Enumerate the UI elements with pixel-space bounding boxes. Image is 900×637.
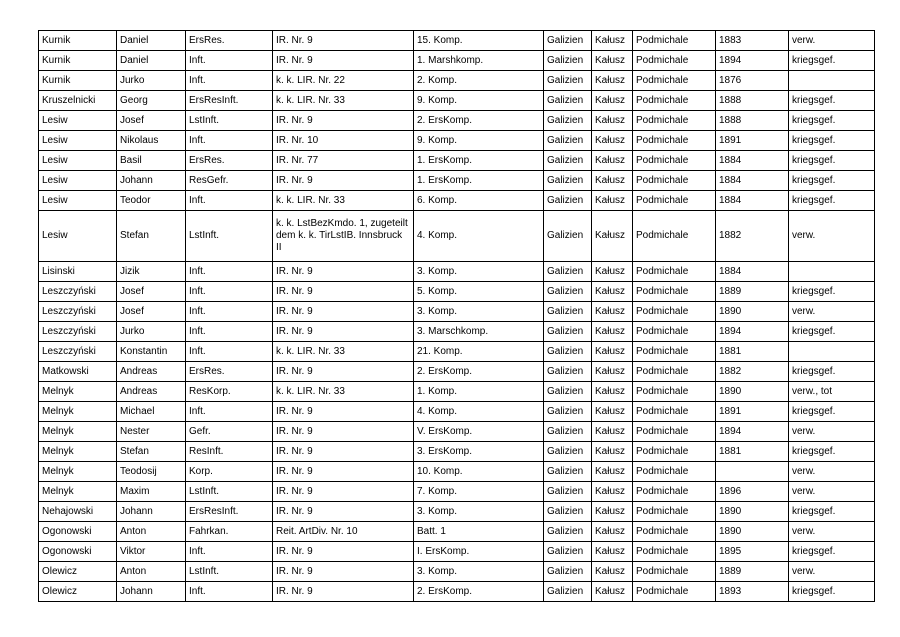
unit-cell: IR. Nr. 9: [273, 402, 414, 422]
subunit-cell: 2. Komp.: [414, 71, 544, 91]
subunit-cell: 9. Komp.: [414, 91, 544, 111]
table-row: [39, 442, 875, 462]
table-row: [39, 51, 875, 71]
unit-cell: IR. Nr. 77: [273, 151, 414, 171]
district-cell: Kałusz: [592, 462, 633, 482]
table-row: [39, 191, 875, 211]
rank-cell: LstInft.: [186, 562, 273, 582]
status-cell: verw.: [789, 522, 875, 542]
region-cell: Galizien: [544, 131, 592, 151]
birth-year-cell: 1876: [716, 71, 789, 91]
village-cell: Podmichale: [633, 522, 716, 542]
unit-cell: k. k. LIR. Nr. 33: [273, 382, 414, 402]
village-cell: Podmichale: [633, 51, 716, 71]
surname-cell: Kurnik: [39, 31, 117, 51]
status-cell: verw.: [789, 422, 875, 442]
subunit-cell: 21. Komp.: [414, 342, 544, 362]
surname-cell: Olewicz: [39, 562, 117, 582]
rank-cell: Inft.: [186, 402, 273, 422]
rank-cell: ErsResInft.: [186, 91, 273, 111]
casualty-list-table: [38, 30, 875, 602]
region-cell: Galizien: [544, 71, 592, 91]
surname-cell: Nehajowski: [39, 502, 117, 522]
given-name-cell: Maxim: [117, 482, 186, 502]
region-cell: Galizien: [544, 191, 592, 211]
status-cell: verw.: [789, 302, 875, 322]
village-cell: Podmichale: [633, 31, 716, 51]
village-cell: Podmichale: [633, 71, 716, 91]
subunit-cell: 3. ErsKomp.: [414, 442, 544, 462]
unit-cell: IR. Nr. 9: [273, 322, 414, 342]
subunit-cell: 3. Komp.: [414, 302, 544, 322]
table-row: [39, 482, 875, 502]
table-body: [39, 31, 875, 602]
table-row: [39, 402, 875, 422]
subunit-cell: 3. Komp.: [414, 562, 544, 582]
village-cell: Podmichale: [633, 462, 716, 482]
table-row: [39, 382, 875, 402]
unit-cell: k. k. LstBezKmdo. 1, zugeteilt dem k. k. TirLstIB. Innsbruck II: [273, 211, 414, 262]
subunit-cell: Batt. 1: [414, 522, 544, 542]
surname-cell: Leszczyński: [39, 282, 117, 302]
unit-cell: IR. Nr. 9: [273, 542, 414, 562]
rank-cell: LstInft.: [186, 211, 273, 262]
unit-cell: IR. Nr. 9: [273, 422, 414, 442]
status-cell: kriegsgef.: [789, 542, 875, 562]
village-cell: Podmichale: [633, 111, 716, 131]
region-cell: Galizien: [544, 462, 592, 482]
table-row: [39, 31, 875, 51]
village-cell: Podmichale: [633, 302, 716, 322]
unit-cell: IR. Nr. 10: [273, 131, 414, 151]
surname-cell: Ogonowski: [39, 542, 117, 562]
birth-year-cell: 1888: [716, 91, 789, 111]
village-cell: Podmichale: [633, 362, 716, 382]
status-cell: kriegsgef.: [789, 111, 875, 131]
surname-cell: Melnyk: [39, 442, 117, 462]
table-row: [39, 282, 875, 302]
village-cell: Podmichale: [633, 382, 716, 402]
region-cell: Galizien: [544, 342, 592, 362]
unit-cell: k. k. LIR. Nr. 33: [273, 91, 414, 111]
given-name-cell: Jurko: [117, 322, 186, 342]
village-cell: Podmichale: [633, 422, 716, 442]
status-cell: verw.: [789, 211, 875, 262]
rank-cell: LstInft.: [186, 482, 273, 502]
unit-cell: IR. Nr. 9: [273, 562, 414, 582]
rank-cell: Inft.: [186, 582, 273, 602]
surname-cell: Lesiw: [39, 171, 117, 191]
status-cell: kriegsgef.: [789, 151, 875, 171]
birth-year-cell: 1889: [716, 282, 789, 302]
status-cell: [789, 71, 875, 91]
rank-cell: Gefr.: [186, 422, 273, 442]
subunit-cell: 1. Komp.: [414, 382, 544, 402]
district-cell: Kałusz: [592, 502, 633, 522]
rank-cell: ResKorp.: [186, 382, 273, 402]
subunit-cell: 2. ErsKomp.: [414, 111, 544, 131]
surname-cell: Melnyk: [39, 382, 117, 402]
region-cell: Galizien: [544, 582, 592, 602]
given-name-cell: Jurko: [117, 71, 186, 91]
rank-cell: Korp.: [186, 462, 273, 482]
subunit-cell: 7. Komp.: [414, 482, 544, 502]
region-cell: Galizien: [544, 562, 592, 582]
region-cell: Galizien: [544, 31, 592, 51]
surname-cell: Leszczyński: [39, 302, 117, 322]
region-cell: Galizien: [544, 522, 592, 542]
surname-cell: Melnyk: [39, 402, 117, 422]
rank-cell: ErsRes.: [186, 362, 273, 382]
table-row: [39, 542, 875, 562]
birth-year-cell: 1891: [716, 131, 789, 151]
region-cell: Galizien: [544, 302, 592, 322]
unit-cell: IR. Nr. 9: [273, 582, 414, 602]
subunit-cell: 10. Komp.: [414, 462, 544, 482]
status-cell: kriegsgef.: [789, 322, 875, 342]
unit-cell: IR. Nr. 9: [273, 31, 414, 51]
table-row: [39, 502, 875, 522]
rank-cell: Inft.: [186, 542, 273, 562]
given-name-cell: Anton: [117, 562, 186, 582]
given-name-cell: Nester: [117, 422, 186, 442]
region-cell: Galizien: [544, 91, 592, 111]
given-name-cell: Daniel: [117, 51, 186, 71]
given-name-cell: Johann: [117, 171, 186, 191]
village-cell: Podmichale: [633, 191, 716, 211]
birth-year-cell: 1893: [716, 582, 789, 602]
subunit-cell: 5. Komp.: [414, 282, 544, 302]
table-row: [39, 582, 875, 602]
table-row: [39, 262, 875, 282]
district-cell: Kałusz: [592, 342, 633, 362]
district-cell: Kałusz: [592, 151, 633, 171]
given-name-cell: Andreas: [117, 382, 186, 402]
surname-cell: Lesiw: [39, 191, 117, 211]
village-cell: Podmichale: [633, 322, 716, 342]
village-cell: Podmichale: [633, 282, 716, 302]
rank-cell: Inft.: [186, 131, 273, 151]
status-cell: verw.: [789, 482, 875, 502]
region-cell: Galizien: [544, 262, 592, 282]
rank-cell: ErsRes.: [186, 151, 273, 171]
subunit-cell: 1. Marshkomp.: [414, 51, 544, 71]
district-cell: Kałusz: [592, 51, 633, 71]
status-cell: verw.: [789, 562, 875, 582]
rank-cell: Inft.: [186, 302, 273, 322]
district-cell: Kałusz: [592, 522, 633, 542]
district-cell: Kałusz: [592, 111, 633, 131]
district-cell: Kałusz: [592, 31, 633, 51]
given-name-cell: Nikolaus: [117, 131, 186, 151]
subunit-cell: V. ErsKomp.: [414, 422, 544, 442]
unit-cell: IR. Nr. 9: [273, 462, 414, 482]
district-cell: Kałusz: [592, 191, 633, 211]
table-row: [39, 211, 875, 262]
birth-year-cell: 1884: [716, 171, 789, 191]
surname-cell: Lisinski: [39, 262, 117, 282]
village-cell: Podmichale: [633, 482, 716, 502]
status-cell: kriegsgef.: [789, 51, 875, 71]
district-cell: Kałusz: [592, 442, 633, 462]
given-name-cell: Georg: [117, 91, 186, 111]
surname-cell: Leszczyński: [39, 322, 117, 342]
table-row: [39, 522, 875, 542]
rank-cell: Fahrkan.: [186, 522, 273, 542]
region-cell: Galizien: [544, 211, 592, 262]
birth-year-cell: 1889: [716, 562, 789, 582]
given-name-cell: Andreas: [117, 362, 186, 382]
district-cell: Kałusz: [592, 282, 633, 302]
status-cell: verw., tot: [789, 382, 875, 402]
district-cell: Kałusz: [592, 322, 633, 342]
table-row: [39, 462, 875, 482]
given-name-cell: Josef: [117, 302, 186, 322]
district-cell: Kałusz: [592, 211, 633, 262]
surname-cell: Melnyk: [39, 482, 117, 502]
district-cell: Kałusz: [592, 422, 633, 442]
surname-cell: Melnyk: [39, 462, 117, 482]
subunit-cell: 4. Komp.: [414, 402, 544, 422]
region-cell: Galizien: [544, 502, 592, 522]
table-row: [39, 322, 875, 342]
subunit-cell: 1. ErsKomp.: [414, 171, 544, 191]
unit-cell: IR. Nr. 9: [273, 482, 414, 502]
district-cell: Kałusz: [592, 91, 633, 111]
birth-year-cell: 1894: [716, 322, 789, 342]
surname-cell: Kurnik: [39, 51, 117, 71]
subunit-cell: 2. ErsKomp.: [414, 582, 544, 602]
table-row: [39, 562, 875, 582]
district-cell: Kałusz: [592, 402, 633, 422]
surname-cell: Kurnik: [39, 71, 117, 91]
table-row: [39, 171, 875, 191]
subunit-cell: 2. ErsKomp.: [414, 362, 544, 382]
given-name-cell: Anton: [117, 522, 186, 542]
birth-year-cell: 1882: [716, 211, 789, 262]
birth-year-cell: 1881: [716, 342, 789, 362]
surname-cell: Melnyk: [39, 422, 117, 442]
district-cell: Kałusz: [592, 582, 633, 602]
unit-cell: IR. Nr. 9: [273, 302, 414, 322]
region-cell: Galizien: [544, 482, 592, 502]
surname-cell: Leszczyński: [39, 342, 117, 362]
birth-year-cell: 1896: [716, 482, 789, 502]
status-cell: kriegsgef.: [789, 502, 875, 522]
birth-year-cell: 1884: [716, 191, 789, 211]
region-cell: Galizien: [544, 542, 592, 562]
birth-year-cell: 1890: [716, 502, 789, 522]
surname-cell: Lesiw: [39, 151, 117, 171]
region-cell: Galizien: [544, 422, 592, 442]
status-cell: kriegsgef.: [789, 362, 875, 382]
village-cell: Podmichale: [633, 211, 716, 262]
rank-cell: Inft.: [186, 51, 273, 71]
district-cell: Kałusz: [592, 171, 633, 191]
village-cell: Podmichale: [633, 402, 716, 422]
district-cell: Kałusz: [592, 302, 633, 322]
district-cell: Kałusz: [592, 262, 633, 282]
district-cell: Kałusz: [592, 542, 633, 562]
birth-year-cell: 1884: [716, 262, 789, 282]
region-cell: Galizien: [544, 171, 592, 191]
birth-year-cell: 1894: [716, 422, 789, 442]
status-cell: kriegsgef.: [789, 402, 875, 422]
rank-cell: LstInft.: [186, 111, 273, 131]
rank-cell: Inft.: [186, 262, 273, 282]
given-name-cell: Josef: [117, 111, 186, 131]
subunit-cell: 3. Marschkomp.: [414, 322, 544, 342]
region-cell: Galizien: [544, 382, 592, 402]
subunit-cell: 3. Komp.: [414, 262, 544, 282]
unit-cell: IR. Nr. 9: [273, 262, 414, 282]
birth-year-cell: 1882: [716, 362, 789, 382]
surname-cell: Ogonowski: [39, 522, 117, 542]
status-cell: [789, 342, 875, 362]
status-cell: kriegsgef.: [789, 282, 875, 302]
given-name-cell: Jizik: [117, 262, 186, 282]
birth-year-cell: [716, 462, 789, 482]
rank-cell: Inft.: [186, 342, 273, 362]
unit-cell: k. k. LIR. Nr. 33: [273, 191, 414, 211]
village-cell: Podmichale: [633, 151, 716, 171]
surname-cell: Matkowski: [39, 362, 117, 382]
district-cell: Kałusz: [592, 71, 633, 91]
district-cell: Kałusz: [592, 362, 633, 382]
rank-cell: Inft.: [186, 282, 273, 302]
given-name-cell: Stefan: [117, 442, 186, 462]
surname-cell: Kruszelnicki: [39, 91, 117, 111]
table-row: [39, 71, 875, 91]
unit-cell: IR. Nr. 9: [273, 171, 414, 191]
rank-cell: Inft.: [186, 191, 273, 211]
unit-cell: IR. Nr. 9: [273, 502, 414, 522]
given-name-cell: Josef: [117, 282, 186, 302]
rank-cell: ErsRes.: [186, 31, 273, 51]
district-cell: Kałusz: [592, 562, 633, 582]
subunit-cell: 9. Komp.: [414, 131, 544, 151]
surname-cell: Lesiw: [39, 111, 117, 131]
given-name-cell: Daniel: [117, 31, 186, 51]
surname-cell: Olewicz: [39, 582, 117, 602]
status-cell: kriegsgef.: [789, 91, 875, 111]
birth-year-cell: 1883: [716, 31, 789, 51]
rank-cell: ResGefr.: [186, 171, 273, 191]
region-cell: Galizien: [544, 282, 592, 302]
region-cell: Galizien: [544, 362, 592, 382]
table-row: [39, 362, 875, 382]
birth-year-cell: 1890: [716, 522, 789, 542]
unit-cell: Reit. ArtDiv. Nr. 10: [273, 522, 414, 542]
status-cell: verw.: [789, 31, 875, 51]
surname-cell: Lesiw: [39, 211, 117, 262]
given-name-cell: Viktor: [117, 542, 186, 562]
birth-year-cell: 1891: [716, 402, 789, 422]
rank-cell: ResInft.: [186, 442, 273, 462]
table-row: [39, 342, 875, 362]
birth-year-cell: 1881: [716, 442, 789, 462]
village-cell: Podmichale: [633, 91, 716, 111]
surname-cell: Lesiw: [39, 131, 117, 151]
region-cell: Galizien: [544, 442, 592, 462]
birth-year-cell: 1890: [716, 382, 789, 402]
given-name-cell: Teodor: [117, 191, 186, 211]
unit-cell: IR. Nr. 9: [273, 442, 414, 462]
village-cell: Podmichale: [633, 131, 716, 151]
given-name-cell: Michael: [117, 402, 186, 422]
rank-cell: ErsResInft.: [186, 502, 273, 522]
village-cell: Podmichale: [633, 262, 716, 282]
unit-cell: IR. Nr. 9: [273, 51, 414, 71]
subunit-cell: 4. Komp.: [414, 211, 544, 262]
region-cell: Galizien: [544, 51, 592, 71]
village-cell: Podmichale: [633, 502, 716, 522]
given-name-cell: Stefan: [117, 211, 186, 262]
district-cell: Kałusz: [592, 131, 633, 151]
subunit-cell: 3. Komp.: [414, 502, 544, 522]
village-cell: Podmichale: [633, 442, 716, 462]
village-cell: Podmichale: [633, 582, 716, 602]
village-cell: Podmichale: [633, 562, 716, 582]
status-cell: kriegsgef.: [789, 131, 875, 151]
status-cell: kriegsgef.: [789, 582, 875, 602]
rank-cell: Inft.: [186, 322, 273, 342]
given-name-cell: Konstantin: [117, 342, 186, 362]
given-name-cell: Basil: [117, 151, 186, 171]
subunit-cell: 15. Komp.: [414, 31, 544, 51]
region-cell: Galizien: [544, 151, 592, 171]
table-row: [39, 302, 875, 322]
table-row: [39, 91, 875, 111]
unit-cell: IR. Nr. 9: [273, 282, 414, 302]
subunit-cell: 1. ErsKomp.: [414, 151, 544, 171]
status-cell: kriegsgef.: [789, 191, 875, 211]
district-cell: Kałusz: [592, 382, 633, 402]
given-name-cell: Teodosij: [117, 462, 186, 482]
status-cell: kriegsgef.: [789, 442, 875, 462]
region-cell: Galizien: [544, 322, 592, 342]
given-name-cell: Johann: [117, 582, 186, 602]
table-row: [39, 131, 875, 151]
status-cell: [789, 262, 875, 282]
subunit-cell: I. ErsKomp.: [414, 542, 544, 562]
unit-cell: k. k. LIR. Nr. 22: [273, 71, 414, 91]
rank-cell: Inft.: [186, 71, 273, 91]
village-cell: Podmichale: [633, 542, 716, 562]
birth-year-cell: 1884: [716, 151, 789, 171]
district-cell: Kałusz: [592, 482, 633, 502]
region-cell: Galizien: [544, 111, 592, 131]
region-cell: Galizien: [544, 402, 592, 422]
subunit-cell: 6. Komp.: [414, 191, 544, 211]
status-cell: verw.: [789, 462, 875, 482]
village-cell: Podmichale: [633, 342, 716, 362]
birth-year-cell: 1895: [716, 542, 789, 562]
birth-year-cell: 1888: [716, 111, 789, 131]
table-row: [39, 111, 875, 131]
birth-year-cell: 1894: [716, 51, 789, 71]
birth-year-cell: 1890: [716, 302, 789, 322]
status-cell: kriegsgef.: [789, 171, 875, 191]
unit-cell: IR. Nr. 9: [273, 111, 414, 131]
unit-cell: IR. Nr. 9: [273, 362, 414, 382]
unit-cell: k. k. LIR. Nr. 33: [273, 342, 414, 362]
village-cell: Podmichale: [633, 171, 716, 191]
given-name-cell: Johann: [117, 502, 186, 522]
table-row: [39, 422, 875, 442]
table-row: [39, 151, 875, 171]
